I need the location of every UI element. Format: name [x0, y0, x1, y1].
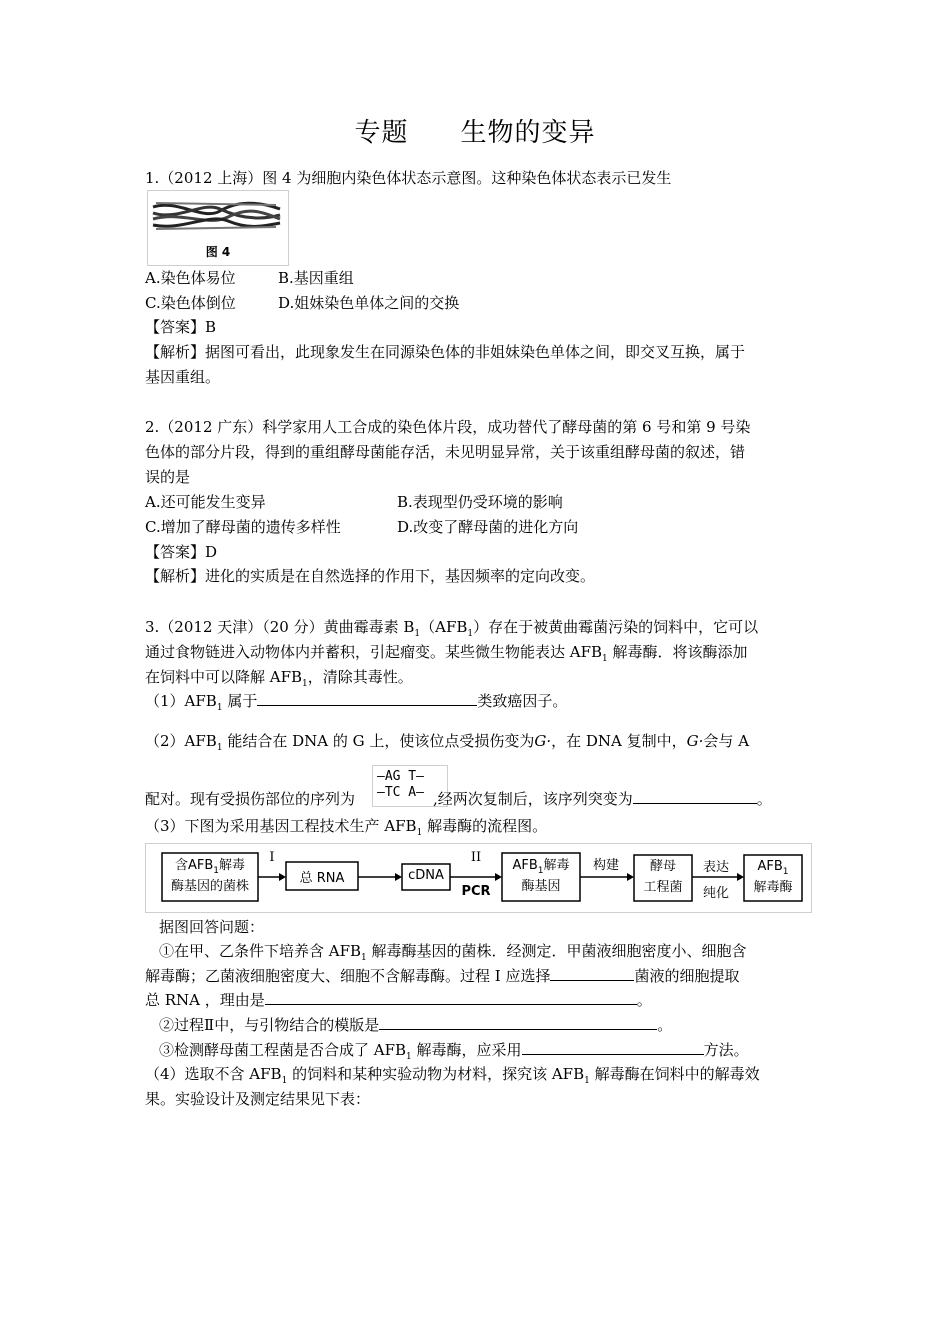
subscript: 1 [602, 654, 608, 664]
q3-text: 解毒酶．将该酶添加 [607, 643, 748, 661]
q3-stem-line2 [145, 642, 748, 662]
q3-text: 方法。 [703, 1041, 749, 1059]
q2-stem-line3: 误的是 [145, 468, 191, 486]
q3-text: 通过食物链进入动物体内并蓄积，引起瘤变。某些微生物能表达 AFB [145, 643, 603, 661]
subscript: 1 [416, 828, 423, 838]
flow-text: AFB [512, 858, 538, 873]
q1-option-d: D.姐妹染色单体之间的交换 [278, 294, 460, 312]
q3-text: 菌液的细胞提取 [634, 967, 740, 985]
q3-sub2 [159, 1015, 672, 1035]
q1-stem: 1.（2012 上海）图 4 为细胞内染色体状态示意图。这种染色体状态表示已发生 [145, 169, 672, 187]
subscript: 1 [302, 679, 308, 689]
flowchart [145, 843, 812, 913]
flow-text: 含AFB [174, 858, 214, 873]
q1-option-c: C.染色体倒位 [145, 294, 236, 312]
flow-box-strain-text [162, 855, 258, 897]
q3-text: 解毒酶的流程图。 [422, 817, 548, 835]
q3-text: 属于 [222, 692, 258, 710]
q3-text: （1）AFB [145, 692, 217, 710]
answer-blank[interactable] [265, 990, 637, 1005]
flow-text: 解毒酶 [753, 880, 793, 895]
flow-label-express: 表达 [702, 860, 729, 875]
q3-text: 解毒酶，应采用 [411, 1041, 522, 1059]
subscript: 1 [213, 866, 219, 876]
flow-label-ii: II [470, 850, 482, 865]
flow-text: 解毒 [543, 858, 570, 873]
flow-box-yeast-text [634, 856, 692, 898]
damaged-g-symbol: G· [686, 732, 704, 750]
q3-text: 总 RNA ，理由是 [145, 991, 265, 1009]
q3-part2-line1 [145, 731, 749, 751]
q3-text: ③检测酵母菌工程菌是否合成了 AFB [159, 1041, 407, 1059]
q1-option-b: B.基因重组 [278, 269, 354, 287]
subscript: 1 [406, 1052, 412, 1062]
figure-4-chromosome-image [147, 190, 289, 266]
q3-text: 。 [657, 1016, 673, 1034]
q3-text: 类致癌因子。 [477, 692, 568, 710]
q3-text: 的饲料和某种实验动物为材料，探究该 AFB [287, 1065, 585, 1083]
answer-blank[interactable] [257, 691, 477, 706]
flow-label-cdna: cDNA [408, 868, 444, 883]
q3-text: （3）下图为采用基因工程技术生产 AFB [145, 817, 417, 835]
q3-text: 能结合在 DNA 的 G 上，使该位点受损伤变为 [222, 732, 535, 750]
subscript: 1 [414, 629, 421, 639]
q3-sub1-line1 [159, 941, 747, 961]
q3-text: （4）选取不含 AFB [145, 1065, 282, 1083]
q3-text: ②过程Ⅱ中，与引物结合的模版是 [159, 1016, 380, 1034]
q3-text: （2）AFB [145, 732, 217, 750]
q3-text: 解毒酶；乙菌液细胞密度大、细胞不含解毒酶。过程 I 应选择 [145, 967, 551, 985]
subscript: 1 [281, 1076, 288, 1086]
answer-blank[interactable] [550, 966, 634, 981]
q2-stem-line1: 2.（2012 广东）科学家用人工合成的染色体片段，成功替代了酵母菌的第 6 号和第 9 号染 [145, 418, 751, 436]
q3-part4-line1 [145, 1064, 760, 1084]
q3-text: （AFB [420, 618, 468, 636]
q2-analysis: 【解析】进化的实质是在自然选择的作用下，基因频率的定向改变。 [145, 567, 596, 585]
flow-text: 酶基因的菌株 [170, 879, 249, 894]
q3-stem-line1 [145, 617, 758, 637]
q1-option-a: A.染色体易位 [145, 269, 236, 287]
q3-sub1-line2 [145, 966, 739, 986]
answer-blank[interactable] [379, 1015, 657, 1030]
q3-text: 配对。现有受损伤部位的序列为 [145, 790, 356, 808]
flow-text: 工程菌 [643, 880, 683, 895]
q3-text: ,经两次复制后，该序列突变为 [433, 790, 633, 808]
flow-text: AFB [757, 859, 783, 874]
subscript: 1 [216, 703, 223, 713]
subscript: 1 [537, 866, 544, 876]
subscript: 1 [584, 1076, 590, 1086]
q1-answer: 【答案】B [145, 318, 217, 336]
flow-label-total-rna: 总 RNA [299, 871, 345, 886]
flow-label-construct: 构建 [592, 858, 619, 873]
sequence-bottom-strand: —TC A— [377, 785, 424, 800]
q3-part1 [145, 691, 567, 711]
q2-answer: 【答案】D [145, 543, 218, 561]
q3-text: ①在甲、乙条件下培养含 AFB [159, 942, 362, 960]
q1-analysis-line1: 【解析】据图可看出，此现象发生在同源染色体的非姐妹染色单体之间，即交叉互换，属于 [145, 343, 746, 361]
q2-option-b: B.表现型仍受环境的影响 [397, 493, 563, 511]
flow-label-i: I [269, 850, 275, 865]
q2-stem-line2: 色体的部分片段，得到的重组酵母菌能存活，未见明显异常，关于该重组酵母菌的叙述，错 [145, 443, 746, 461]
q3-text: 解毒酶在饲料中的解毒效 [589, 1065, 760, 1083]
flow-label-pcr: PCR [461, 884, 491, 899]
flow-label-purify: 纯化 [702, 886, 729, 901]
subscript: 1 [216, 743, 223, 753]
q3-text: 。 [756, 790, 772, 808]
q3-sub3 [159, 1040, 749, 1060]
q3-part3 [145, 816, 547, 836]
q2-option-c: C.增加了酵母菌的遗传多样性 [145, 518, 341, 536]
subscript: 1 [782, 867, 789, 877]
q3-text: 会与 A [703, 732, 750, 750]
sequence-top-strand: —AG T— [377, 769, 424, 784]
q3-sub1-line3 [145, 990, 652, 1010]
q3-part2-line2 [145, 789, 772, 809]
title-part-1: 专题 [354, 118, 409, 148]
subscript: 1 [361, 953, 367, 963]
q3-text: ，在 DNA 复制中， [551, 732, 687, 750]
q3-text: ，清除其毒性。 [307, 668, 413, 686]
q3-text: 解毒酶基因的菌株．经测定．甲菌液细胞密度小、细胞含 [366, 942, 747, 960]
figure-4-label: 图 4 [205, 245, 231, 259]
q3-part4-line2: 果。实验设计及测定结果见下表： [145, 1090, 371, 1108]
q2-option-d: D.改变了酵母菌的进化方向 [397, 518, 579, 536]
flow-box-enzyme-text [744, 856, 802, 898]
q3-text: 。 [636, 991, 652, 1009]
q3-intro: 据图回答问题： [159, 918, 265, 936]
q3-stem-line3 [145, 667, 413, 687]
q3-text: ）存在于被黄曲霉菌污染的饲料中，它可以 [473, 618, 759, 636]
flow-text: 解毒 [219, 858, 246, 873]
damaged-g-symbol: G· [534, 732, 552, 750]
page-title [0, 112, 950, 149]
answer-blank[interactable] [633, 789, 757, 804]
subscript: 1 [467, 629, 474, 639]
flow-text: 酶基因 [521, 879, 561, 894]
answer-blank[interactable] [522, 1040, 704, 1055]
flow-box-gene-text [502, 855, 580, 897]
flow-text: 酵母 [649, 859, 676, 874]
title-part-2: 生物的变异 [460, 118, 596, 148]
q2-option-a: A.还可能发生变异 [145, 493, 266, 511]
q1-analysis-line2: 基因重组。 [145, 368, 221, 386]
q3-text: 在饲料中可以降解 AFB [145, 668, 303, 686]
q3-text: 3.（2012 天津）（20 分）黄曲霉毒素 B [145, 618, 415, 636]
